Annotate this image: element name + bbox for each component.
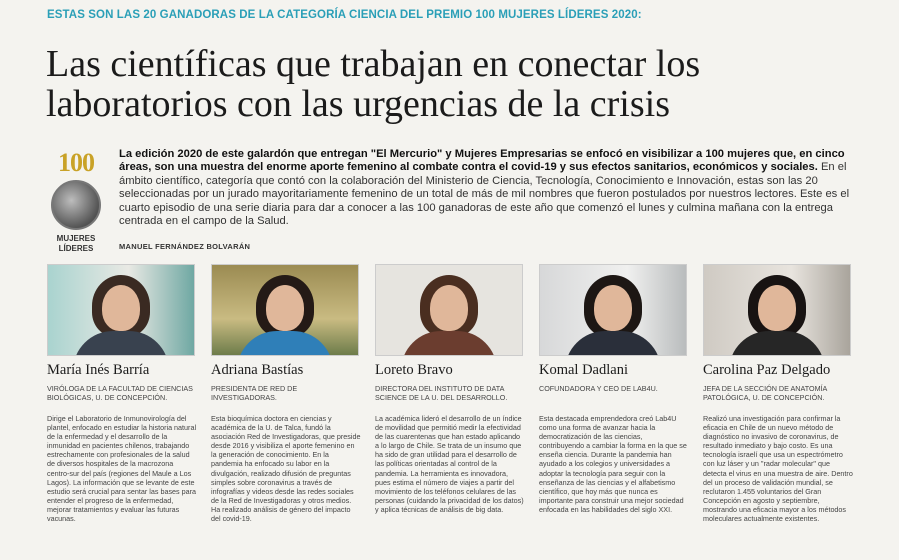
intro-rest: En el ámbito científico, categoría que contó con la colaboración del Ministerio de Ciencia, Tecnología, Conocimiento e Innovación, estas son las 20 seleccionadas por un jurado mayoritariamente femenino de un total de más de mil nombres que fueron postulados por nuestros lectores. Este es el cuarto episodio de una serie diaria para dar a conocer a las 100 ganadoras de este año que comenzó el lunes y culmina mañana con la entrega centrada en el campo de la Salud. (119, 161, 850, 228)
scientist-bio: Realizó una investigación para confirmar la eficacia en Chile de un nuevo método de diagnóstico no invasivo de coronavirus, de resultado inmediato y bajo costo. Es una tecnología israelí que usa un espectrómetro con luz láser y un "radar molecular" que detecta el virus en una muestra de aire. Dentro del un proceso de validación mundial, se reclutaron 1.455 voluntarios del Gran Concepción en agosto y septiembre, mostrando una eficacia mayor a los métodos moleculares actualmente existentes. (703, 414, 853, 524)
portrait-photo (211, 264, 359, 356)
scientist-card (539, 264, 689, 514)
scientist-role: DIRECTORA DEL INSTITUTO DE DATA SCIENCE DE LA U. DEL DESARROLLO. (375, 384, 508, 402)
intro-bold: La edición 2020 de este galardón que entregan "El Mercurio" y Mujeres Empresarias se enfocó en visibilizar a 100 mujeres que, en cinco áreas, son una muestra del enorme aporte femenino al combate contra el covid-19 y sus efectos sanitarios, económicos y sociales. (119, 148, 845, 174)
scientist-bio: Dirige el Laboratorio de Inmunovirología del plantel, enfocado en estudiar la historia natural de la enfermedad y el desarrollo de la inmunidad en pacientes chilenos, trabajando estrechamente con profesionales de la salud de diversos hospitales de la macrozona centro-sur del país (regiones del Maule a Los Lagos). La información que se levante de este estudio será crucial para sentar las bases para entender el progreso de la enfermedad, mejorar tratamientos y evaluar las futuras vacunas. (47, 414, 197, 524)
scientist-card (47, 264, 197, 523)
byline: MANUEL FERNÁNDEZ BOLVARÁN (119, 242, 251, 251)
badge-label-2: LÍDERES (58, 244, 94, 253)
scientist-card (375, 264, 525, 514)
scientist-role: COFUNDADORA Y CEO DE LAB4U. (539, 384, 658, 393)
scientist-bio: Esta bioquímica doctora en ciencias y académica de la U. de Talca, fundó la asociación Red de Investigadoras, que preside desde 2016 y visibiliza el aporte femenino en la generación de conocimiento. En la pandemia ha enfocado su labor en la divulgación, realizado difusión de preguntas simples sobre coronavirus a través de infografías y videos desde las redes sociales de la Red de Investigadoras y otros medios. Ha realizado análisis de género del impacto del covid-19. (211, 414, 361, 524)
intro-paragraph (119, 148, 854, 228)
scientist-bio: Esta destacada emprendedora creó Lab4U como una forma de avanzar hacia la democratización de las ciencias, contribuyendo a cambiar la forma en la que se enseña ciencia. Durante la pandemia han ayudado a los colegios y universidades a adoptar la tecnología para seguir con la enseñanza de las ciencias y el alfabetismo científico, que hoy más que nunca es importante para construir una mejor sociedad enfocada en las habilidades del siglo XXI. (539, 414, 687, 514)
scientist-role: VIRÓLOGA DE LA FACULTAD DE CIENCIAS BIOLÓGICAS, U. DE CONCEPCIÓN. (47, 384, 193, 402)
scientist-role: PRESIDENTA DE RED DE INVESTIGADORAS. (211, 384, 298, 402)
scientist-role: JEFA DE LA SECCIÓN DE ANATOMÍA PATOLÓGICA, U. DE CONCEPCIÓN. (703, 384, 827, 402)
scientist-name: Loreto Bravo (375, 362, 453, 378)
portrait-photo (375, 264, 523, 356)
badge-number: 100 (58, 148, 94, 177)
scientist-name: María Inés Barría (47, 362, 150, 378)
portrait-photo (47, 264, 195, 356)
badge-100-mujeres-lideres (47, 150, 105, 254)
headline: Las científicas que trabajan en conectar los laboratorios con las urgencias de la crisis (46, 43, 701, 125)
scientist-card (211, 264, 361, 523)
portrait-photo (703, 264, 851, 356)
scientist-card (703, 264, 853, 523)
scientist-bio: La académica lideró el desarrollo de un índice de movilidad que permitió medir la efectividad de las cuarentenas que han estado aplicando a lo largo de Chile. Se trata de un insumo que ha sido de gran utilidad para el desarrollo de las políticas orientadas al control de la pandemia. La herramienta es innovadora, pues estima el número de viajes a partir del movimiento de los teléfonos celulares de las personas (cuidando la privacidad de los datos) y aplica técnicas de análisis de big data. (375, 414, 524, 514)
portrait-photo (539, 264, 687, 356)
scientist-name: Adriana Bastías (211, 362, 304, 378)
scientist-name: Komal Dadlani (539, 362, 628, 378)
kicker: ESTAS SON LAS 20 GANADORAS DE LA CATEGORÍA CIENCIA DEL PREMIO 100 MUJERES LÍDERES 2020: (47, 9, 642, 21)
badge-label-1: MUJERES (56, 234, 96, 243)
scientist-name: Carolina Paz Delgado (703, 362, 831, 378)
medal-icon (51, 180, 101, 230)
